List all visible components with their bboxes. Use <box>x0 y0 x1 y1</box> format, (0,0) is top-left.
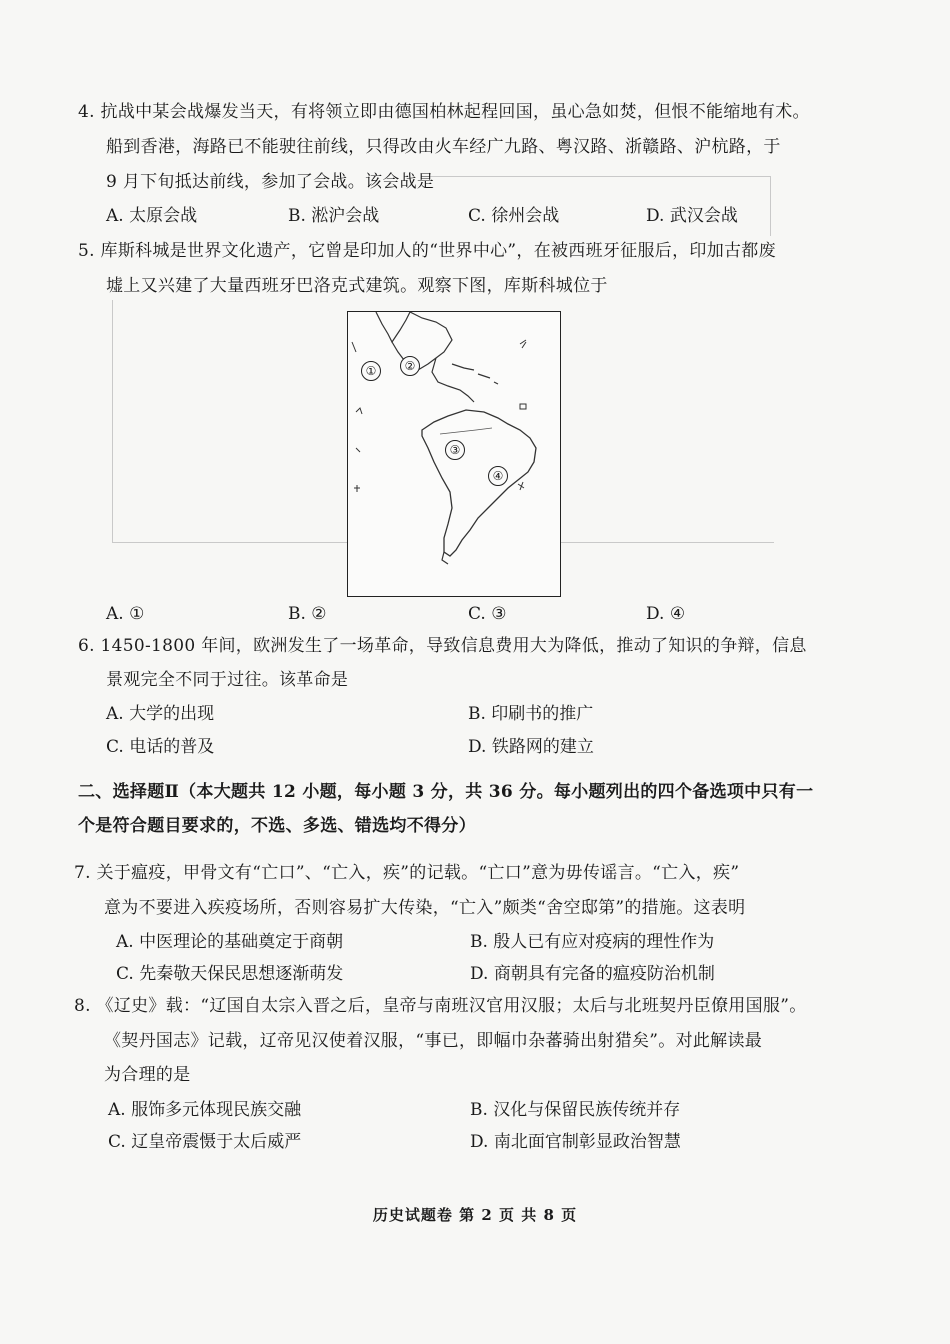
q8-line-3: 为合理的是 <box>104 1065 191 1085</box>
q8-line-1: 8. 《辽史》载：“辽国自太宗入晋之后，皇帝与南班汉官用汉服；太后与北班契丹臣僚用国服”。 <box>74 996 807 1016</box>
island-mark <box>520 340 526 348</box>
map-marker-2-label: ② <box>404 359 416 373</box>
q8-line-2: 《契丹国志》记载，辽帝见汉使着汉服，“事已，即幅巾杂蕃骑出射猎矣”。对此解读最 <box>104 1031 763 1051</box>
q7-option-a[interactable]: A. 中医理论的基础奠定于商朝 <box>116 932 344 952</box>
q5-option-a[interactable]: A. ① <box>106 604 145 624</box>
q7-option-b[interactable]: B. 殷人已有应对疫病的理性作为 <box>470 932 715 952</box>
caribbean-islands <box>452 364 498 384</box>
q4-line-2: 船到香港，海路已不能驶往前线，只得改由火车经广九路、粤汉路、浙赣路、沪杭路，于 <box>106 137 781 157</box>
island-mark <box>356 448 360 452</box>
q4-option-c[interactable]: C. 徐州会战 <box>468 206 560 226</box>
south-america-outline <box>422 410 536 556</box>
q5-line-2: 墟上又兴建了大量西班牙巴洛克式建筑。观察下图，库斯科城位于 <box>106 276 608 296</box>
q4-option-d[interactable]: D. 武汉会战 <box>646 206 738 226</box>
americas-map <box>347 311 561 597</box>
north-america-outline <box>376 312 410 342</box>
map-marker-4-label: ④ <box>492 469 504 483</box>
q6-line-2: 景观完全不同于过往。该革命是 <box>106 670 349 690</box>
scan-artifact-line <box>112 300 113 542</box>
q5-option-b[interactable]: B. ② <box>288 604 327 624</box>
scan-artifact-line <box>430 176 770 177</box>
scan-artifact-line <box>112 542 348 543</box>
map-marker-1-label: ① <box>365 364 377 378</box>
q6-option-b[interactable]: B. 印刷书的推广 <box>468 704 594 724</box>
map-marker-2 <box>400 356 420 376</box>
island-mark <box>352 342 356 352</box>
q7-option-d[interactable]: D. 商朝具有完备的瘟疫防治机制 <box>470 964 715 984</box>
q7-line-1: 7. 关于瘟疫，甲骨文有“亡口”、“亡入，疾”的记载。“亡口”意为毋传谣言。“亡入，疾” <box>74 863 740 883</box>
map-marker-3-label: ③ <box>449 443 461 457</box>
scan-artifact-line <box>559 542 774 543</box>
q5-option-c[interactable]: C. ③ <box>468 604 507 624</box>
q6-option-c[interactable]: C. 电话的普及 <box>106 737 215 757</box>
q8-option-c[interactable]: C. 辽皇帝震慑于太后威严 <box>108 1132 302 1152</box>
amazon-river <box>440 428 492 434</box>
scan-artifact-line <box>770 176 771 236</box>
page-footer: 历史试题卷 第 2 页 共 8 页 <box>372 1206 578 1224</box>
q5-option-d[interactable]: D. ④ <box>646 604 686 624</box>
q7-option-c[interactable]: C. 先秦敬天保民思想逐渐萌发 <box>116 964 344 984</box>
q6-line-1: 6. 1450-1800 年间，欧洲发生了一场革命，导致信息费用大为降低，推动了知识的争辩，信息 <box>78 636 807 656</box>
q8-option-d[interactable]: D. 南北面官制彰显政治智慧 <box>470 1132 681 1152</box>
q6-option-d[interactable]: D. 铁路网的建立 <box>468 737 594 757</box>
q5-line-1: 5. 库斯科城是世界文化遗产，它曾是印加人的“世界中心”，在被西班牙征服后，印加古都废 <box>78 241 776 261</box>
island-mark <box>518 482 524 490</box>
section2-heading-line-2: 个是符合题目要求的，不选、多选、错选均不得分） <box>78 816 476 836</box>
section2-heading-line-1: 二、选择题Ⅱ（本大题共 12 小题，每小题 3 分，共 36 分。每小题列出的四个备选项中只有一 <box>78 782 814 802</box>
map-marker-1 <box>361 361 381 381</box>
map-marker-3 <box>445 440 465 460</box>
q4-line-3: 9 月下旬抵达前线，参加了会战。该会战是 <box>106 172 435 192</box>
island-mark <box>354 485 360 492</box>
q8-option-a[interactable]: A. 服饰多元体现民族交融 <box>108 1100 302 1120</box>
q6-option-a[interactable]: A. 大学的出现 <box>106 704 215 724</box>
island-mark <box>356 408 362 414</box>
q7-line-2: 意为不要进入疾疫场所，否则容易扩大传染，“亡入”颇类“舍空邸第”的措施。这表明 <box>104 898 746 918</box>
island-mark <box>520 404 526 409</box>
q4-line-1: 4. 抗战中某会战爆发当天，有将领立即由德国柏林起程回国，虽心急如焚，但恨不能缩地有术。 <box>78 102 810 122</box>
map-marker-4 <box>488 466 508 486</box>
q4-option-b[interactable]: B. 淞沪会战 <box>288 206 380 226</box>
q4-option-a[interactable]: A. 太原会战 <box>106 206 198 226</box>
q8-option-b[interactable]: B. 汉化与保留民族传统并存 <box>470 1100 681 1120</box>
